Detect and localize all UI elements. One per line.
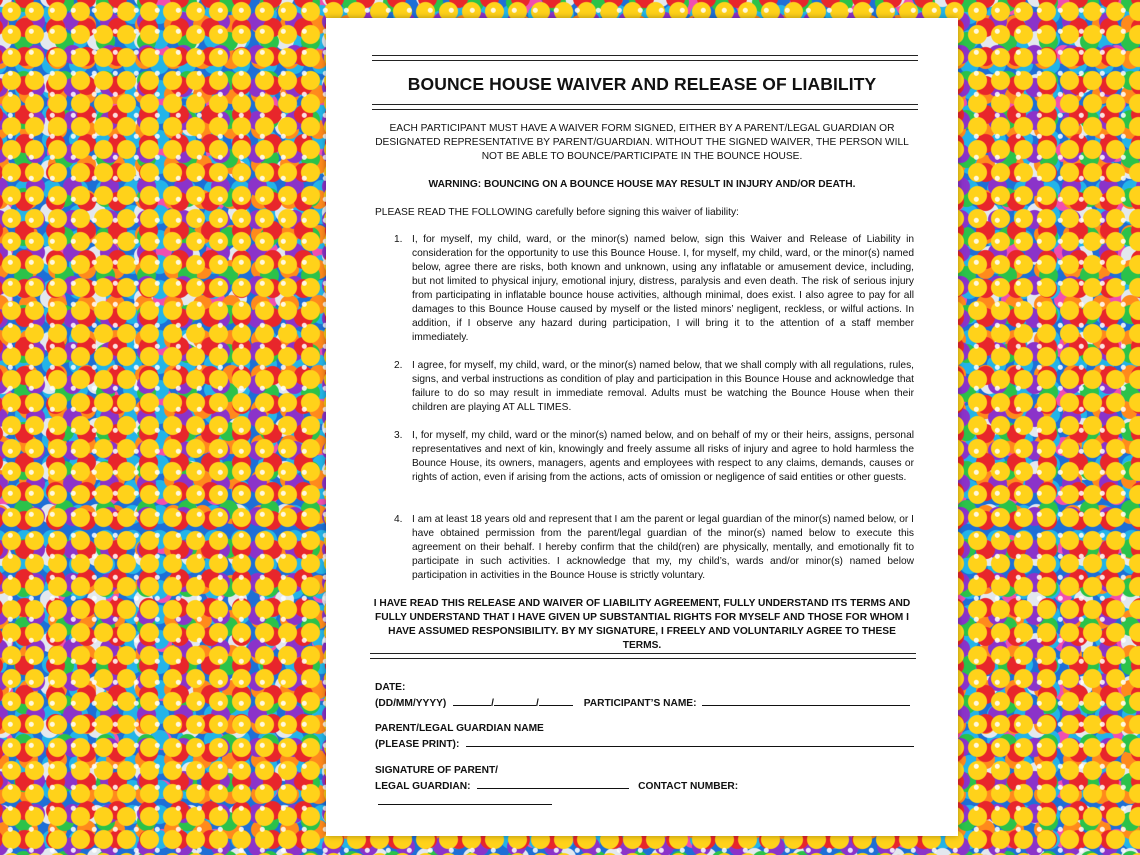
item-text: I agree, for myself, my child, ward, or the minor(s) named below, that we shall comply with all regulations, rules, signs, and verbal instructions as condition of play and participation in this Bounce House and acknowledge that failure to do so may result in immediate removal. Adults must be watching the Bounce House when their children are playing AT ALL TIMES. xyxy=(412,360,914,413)
item-number: 3. xyxy=(394,430,403,441)
document-title: BOUNCE HOUSE WAIVER AND RELEASE OF LIABILITY xyxy=(407,74,877,94)
date-format-label: (DD/MM/YYYY) xyxy=(375,698,447,709)
participant-name-field[interactable] xyxy=(702,695,910,706)
acknowledgement-paragraph: I HAVE READ THIS RELEASE AND WAIVER OF LIABILITY AGREEMENT, FULLY UNDERSTAND ITS TERMS AND FULLY UNDERSTAND THAT I HAVE GIVEN UP SUBSTANTIAL RIGHTS FOR MYSELF AND THOSE FOR WHOM I HAVE ASSUMED RESPONSIBILITY. BY MY SIGNATURE, I FREELY AND VOLUNTARILY AGREE TO THESE TERMS. xyxy=(373,598,911,651)
signature-contact-row xyxy=(375,778,915,810)
signature-field[interactable] xyxy=(477,778,629,789)
participant-name-label: PARTICIPANT’S NAME: xyxy=(583,698,697,709)
item-text: I, for myself, my child, ward, or the minor(s) named below, sign this Waiver and Release of Liability in consideration for the opportunity to use this Bounce House. I, for myself, my child, ward, or the minor(s) named below, agree there are risks, both known and unknown, using any inflatable or amusement device, including, but not limited to physical injury, emotional injury, distress, paralysis and even death. The risk of serious injury from participating in inflatable bounce house activities, although minimal, does exist. I also agree to pay for all damages to this Bounce House caused by myself or the listed minors’ negligent, reckless, or wilful actions. In addition, if I observe any hazard during participation, I will bring it to the attention of a staff member immediately. xyxy=(412,234,914,343)
guardian-name-row xyxy=(375,736,915,752)
waiver-document xyxy=(326,18,958,836)
contact-number-label: CONTACT NUMBER: xyxy=(638,781,739,792)
waiver-item-2 xyxy=(394,359,914,415)
please-print-label: (PLEASE PRINT): xyxy=(375,739,460,750)
intro-paragraph: EACH PARTICIPANT MUST HAVE A WAIVER FORM SIGNED, EITHER BY A PARENT/LEGAL GUARDIAN OR DESIGNATED REPRESENTATIVE BY PARENT/GUARDIAN. WITHOUT THE SIGNED WAIVER, THE PERSON WILL NOT BE ABLE TO BOUNCE/PARTICIPATE IN THE BOUNCE HOUSE. xyxy=(375,123,909,162)
item-number: 2. xyxy=(394,360,403,371)
guardian-name-label: PARENT/LEGAL GUARDIAN NAME xyxy=(375,723,544,734)
warning-text: WARNING: BOUNCING ON A BOUNCE HOUSE MAY RESULT IN INJURY AND/OR DEATH. xyxy=(428,179,856,190)
waiver-item-1 xyxy=(394,233,914,345)
date-day-field[interactable] xyxy=(453,695,491,706)
title-double-rule xyxy=(372,104,918,110)
item-number: 1. xyxy=(394,234,403,245)
contact-number-field[interactable] xyxy=(378,794,552,805)
top-double-rule xyxy=(372,55,918,61)
date-separator: / xyxy=(491,698,494,709)
please-read-text: PLEASE READ THE FOLLOWING carefully before signing this waiver of liability: xyxy=(375,207,739,218)
legal-guardian-label: LEGAL GUARDIAN: xyxy=(375,781,471,792)
date-label: DATE: xyxy=(375,682,406,693)
date-participant-row xyxy=(375,695,915,711)
date-month-field[interactable] xyxy=(494,695,536,706)
date-year-field[interactable] xyxy=(539,695,573,706)
item-text: I am at least 18 years old and represent that I am the parent or legal guardian of the minor(s) named below, or I have obtained permission from the parent/legal guardian of the minor(s) named below to execute this agreement on their behalf. I hereby confirm that the child(ren) are physically, mentally, and emotionally fit to participate in such activities. I acknowledge that my, my child’s, wards and/or minor(s) named below participation in activities in the Bounce House is strictly voluntary. xyxy=(412,514,914,581)
item-text: I, for myself, my child, ward or the minor(s) named below, and on behalf of my or their heirs, assigns, personal representatives and next of kin, knowingly and freely assume all risks of injury and agree to hold harmless the Bounce House, its owners, managers, agents and employees with respect to any claims, demands, causes or rights of action, even if arising from the actions, acts of omission or negligence of said entities or other guests. xyxy=(412,430,914,483)
guardian-name-field[interactable] xyxy=(466,736,914,747)
signature-label: SIGNATURE OF PARENT/ xyxy=(375,765,499,776)
waiver-item-4 xyxy=(394,513,914,583)
item-number: 4. xyxy=(394,514,403,525)
form-double-rule xyxy=(370,653,916,659)
date-separator: / xyxy=(536,698,539,709)
waiver-item-3 xyxy=(394,429,914,485)
